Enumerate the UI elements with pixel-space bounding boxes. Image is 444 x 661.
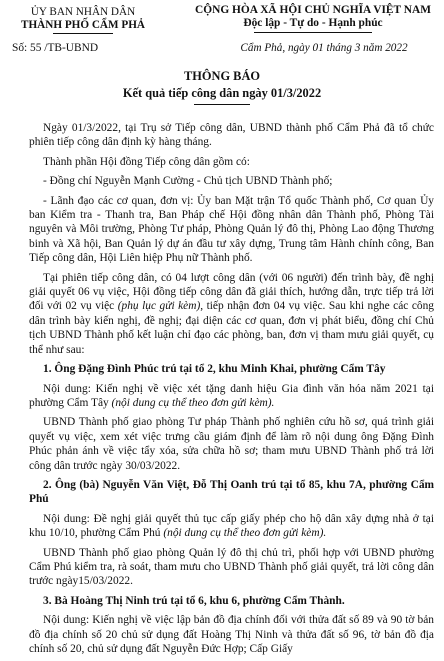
motto-underline: [254, 32, 372, 33]
case-2-resolution: UBND Thành phố giao phòng Quản lý đô thị chủ trì, phối hợp với UBND phường Cẩm Phú kiểm tra, rà soát, tham mưu cho UBND Thành phố giải quyết, trả lời công dân trước ngày15/03/2022.: [29, 546, 434, 588]
issuing-agency: [8, 6, 158, 34]
paragraph-composition: Thành phần Hội đồng Tiếp công dân gồm có:: [43, 155, 250, 168]
case-2-content-a: Nội dung: Đề nghị giải quyết thủ tục cấp giấy phép cho hộ dân xây dựng nhà ở tại khu 10/10, phường Cẩm Phú: [29, 512, 434, 540]
document-subtitle: Kết quả tiếp công dân ngày 01/3/2022: [122, 86, 322, 100]
case-1-content-a: Nội dung: Kiến nghị về việc xét tặng danh hiệu Gia đình văn hóa năm 2021 tại phường Cẩm Tây: [29, 382, 434, 409]
national-motto: [186, 4, 440, 33]
nation-line-1: CỘNG HÒA XÃ HỘI CHỦ NGHĨA VIỆT NAM: [195, 4, 431, 16]
paragraph-intro: Ngày 01/3/2022, tại Trụ sở Tiếp công dân, UBND thành phố Cẩm Phả đã tổ chức phiên tiếp công dân định kỳ hàng tháng.: [29, 122, 434, 149]
case-3-heading: 3. Bà Hoàng Thị Ninh trú tại tổ 6, khu 6, phường Cẩm Thành.: [43, 594, 345, 607]
agency-line-2: THÀNH PHỐ CẨM PHẢ: [21, 18, 145, 31]
case-2-heading: 2. Ông (bà) Nguyễn Văn Việt, Đỗ Thị Oanh trú tại tổ 85, khu 7A, phường Cẩm Phú: [29, 478, 434, 506]
paragraph-chairman: - Đồng chí Nguyễn Mạnh Cường - Chủ tịch UBND Thành phố;: [43, 175, 333, 188]
case-1-content-italic: (nội dung cụ thể theo đơn gửi kèm).: [111, 396, 275, 409]
paragraph-session-summary: [29, 271, 434, 357]
agency-line-1: ỦY BAN NHÂN DÂN: [30, 6, 136, 18]
paragraph-leaders: - Lãnh đạo các cơ quan, đơn vị: Ủy ban Mặt trận Tổ quốc Thành phố, Cơ quan Ủy ban Kiểm tra - Thanh tra, Ban Pháp chế Hội đồng nhân dân Thành phố, Phòng Tài nguyên và Môi trường, Phòng Tư pháp, Phòng Quản lý đô thị, Phòng Lao động Thương binh và Xã hội, Ban Quản lý dự án đầu tư xây dựng, Trung tâm Hành chính công, Ban Tiếp công dân, Hội Liên hiệp Phụ nữ Thành phố.: [29, 194, 434, 265]
case-1-heading: 1. Ông Đặng Đình Phúc trú tại tổ 2, khu Minh Khai, phường Cẩm Tây: [43, 363, 386, 376]
case-1-resolution: UBND Thành phố giao phòng Tư pháp Thành phố nghiên cứu hồ sơ, quá trình giải quyết vụ việc, xem xét việc trưng cầu giám định để làm rõ nội dung ông Đặng Đình Phúc phản ánh về việc tẩy xóa, sửa chữa hồ sơ; tham mưu UBND Thành phố trả lời công dân trước ngày 30/03/2022.: [29, 416, 434, 472]
document-number: Số: 55 /TB-UBND: [12, 42, 99, 54]
document-title: THÔNG BÁO: [183, 69, 261, 83]
session-summary-italic: (phụ lục gửi kèm): [117, 300, 201, 313]
case-1-content: [29, 382, 434, 411]
place-and-date: Cẩm Phả, ngày 01 tháng 3 năm 2022: [240, 42, 408, 54]
nation-line-2: Độc lập - Tự do - Hạnh phúc: [243, 17, 383, 29]
agency-underline: [53, 33, 113, 34]
document-body: [29, 121, 434, 661]
case-2-content-italic: (nội dung cụ thể theo đơn gửi kèm).: [163, 527, 327, 540]
session-summary-b: , tiếp nhận đơn 04 vụ việc. Sau khi nghe các công dân trình bày kiến nghị, đề nghị; đại diện các cơ quan, đơn vị phát biểu, đồng chí Chủ tịch UBND Thành phố kết luận chỉ đạo các phòng, ban, đơn vị tham mưu giải quyết, cụ thể như sau:: [29, 300, 434, 356]
session-summary-a: Tại phiên tiếp công dân, có 04 lượt công dân (với 06 người) đến trình bày, đề nghị giải quyết 06 vụ việc, Hội đồng tiếp công dân đã giải thích, hướng dẫn, trực tiếp trả lời đối với 02 vụ việc: [29, 271, 434, 313]
subtitle-underline: [194, 104, 250, 105]
case-2-content: [29, 512, 434, 541]
case-3-content: Nội dung: Kiến nghị về việc lập bản đồ địa chính đối với thửa đất số 89 và 90 tờ bản đồ địa chính số 20 chủ sử dụng đất Hoàng Thị Ninh và thửa đất số 96, tờ bản đồ địa chính số 20, chủ sử dụng đất Nguyễn Đức Hợp; Cấp Giấy: [29, 614, 434, 655]
